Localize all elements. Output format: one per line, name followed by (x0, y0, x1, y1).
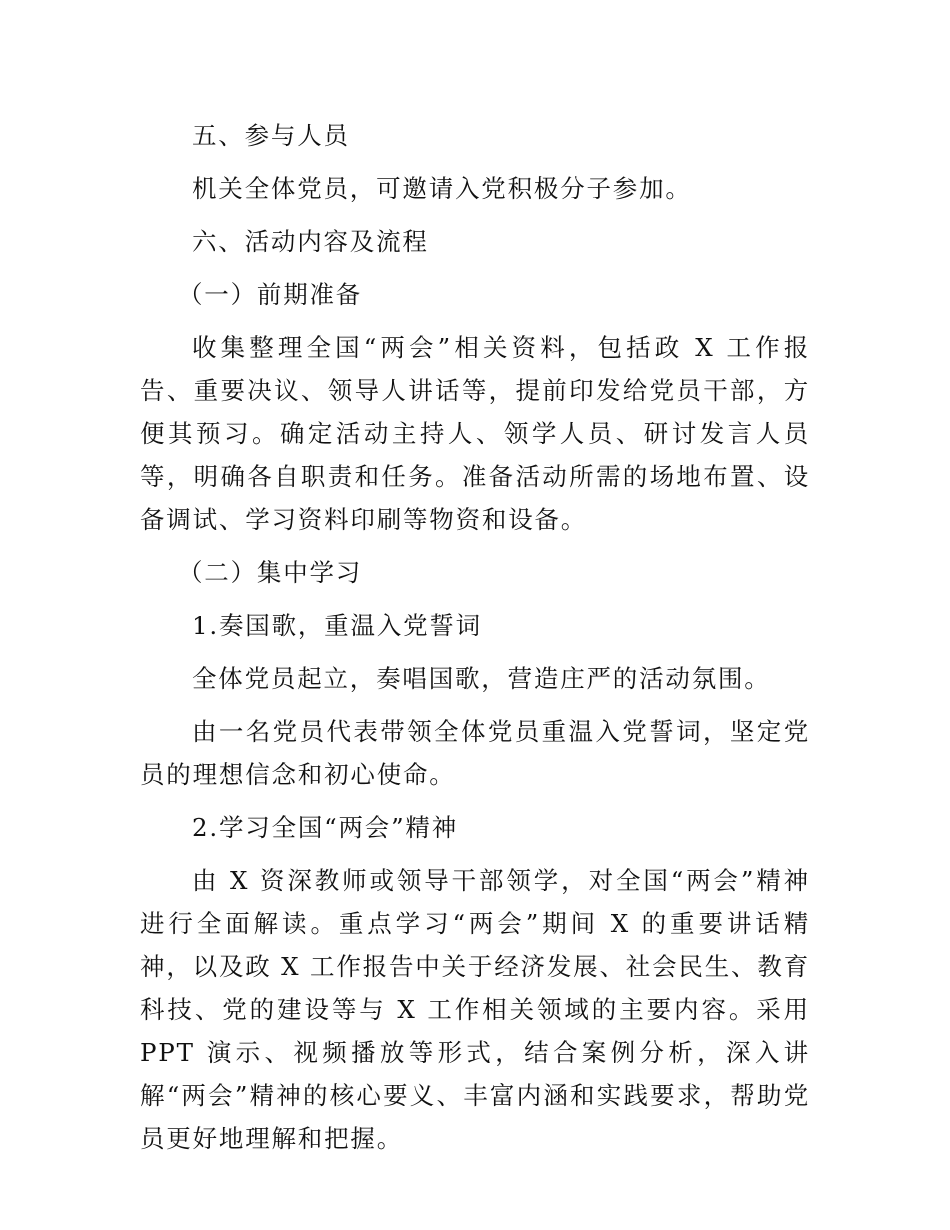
item-heading-study-spirit: 2.学习全国“两会”精神 (192, 813, 459, 842)
subheading-preparation: （一）前期准备 (178, 280, 363, 309)
section-heading-activity-content: 六、活动内容及流程 (192, 227, 429, 256)
paragraph-anthem: 全体党员起立，奏唱国歌，营造庄严的活动氛围。 (192, 664, 771, 693)
paragraph-oath: 由一名党员代表带领全体党员重温入党誓词，坚定党员的理想信念和初心使命。 (140, 717, 810, 789)
paragraph-study-spirit: 由 X 资深教师或领导干部领学，对全国“两会”精神进行全面解读。重点学习“两会”期间 X 的重要讲话精神，以及政 X 工作报告中关于经济发展、社会民生、教育科技、党的建设等与 X 工作相关领域的主要内容。采用 PPT 演示、视频播放等形式，结合案例分析，深入讲解“两会”精神的核心要义、丰富内涵和实践要求，帮助党员更好地理解和把握。 (140, 866, 810, 1153)
document-body (140, 114, 810, 1170)
subheading-centralized-study: （二）集中学习 (178, 558, 363, 587)
paragraph-preparation: 收集整理全国“两会”相关资料，包括政 X 工作报告、重要决议、领导人讲话等，提前印发给党员干部，方便其预习。确定活动主持人、领学人员、研讨发言人员等，明确各自职责和任务。准备活动所需的场地布置、设备调试、学习资料印刷等物资和设备。 (140, 333, 810, 534)
section-heading-participants: 五、参与人员 (192, 121, 350, 150)
item-heading-anthem-oath: 1.奏国歌，重温入党誓词 (192, 611, 482, 640)
paragraph-participants: 机关全体党员，可邀请入党积极分子参加。 (192, 174, 692, 203)
